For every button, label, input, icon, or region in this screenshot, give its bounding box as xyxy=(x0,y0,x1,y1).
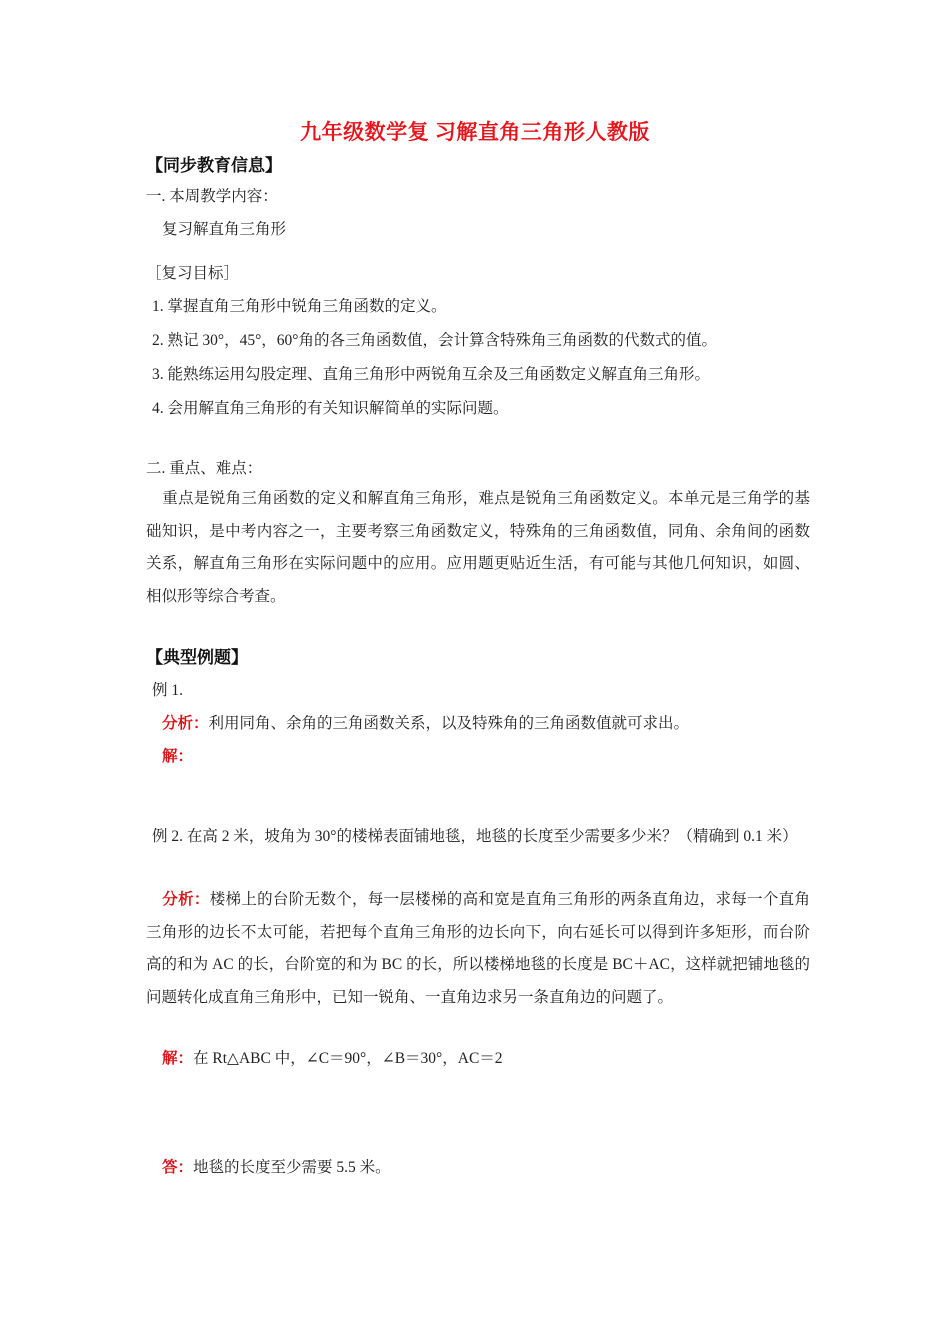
example2-question xyxy=(146,821,810,854)
example2-solution-label: 解： xyxy=(162,1050,194,1067)
example2-solution-text: 在 Rt△ABC 中，∠C＝90°，∠B＝30°，AC＝2 xyxy=(193,1050,503,1067)
example2-question-text: 例 2. 在高 2 米，坡角为 30°的楼梯表面铺地毯，地毯的长度至少需要多少米？（精确到 0.1 米） xyxy=(152,828,798,845)
part2-paragraph-text: 重点是锐角三角函数的定义和解直角三角形，难点是锐角三角函数定义。本单元是三角学的基础知识，是中考内容之一，主要考察三角函数定义，特殊角的三角函数值，同角、余角间的函数关系，解直角三角形在实际问题中的应用。应用题更贴近生活，有可能与其他几何知识，如圆、相似形等综合考查。 xyxy=(146,490,810,605)
document-title: 九年级数学复 习解直角三角形人教版 xyxy=(300,120,650,144)
example1-analysis-label: 分析： xyxy=(162,715,209,732)
section-examples-heading: 【典型例题】 xyxy=(146,648,248,667)
goal-item: 3. 能熟练运用勾股定理、直角三角形中两锐角互余及三角函数定义解直角三角形。 xyxy=(152,366,711,383)
example1-label: 例 1. xyxy=(152,682,184,699)
part1-content: 复习解直角三角形 xyxy=(162,221,287,238)
goal-item: 2. 熟记 30°，45°，60°角的各三角函数值，会计算含特殊角三角函数的代数式的值。 xyxy=(152,332,717,349)
example1-solution-label: 解： xyxy=(162,748,194,765)
part2-paragraph xyxy=(146,483,810,613)
example2-answer-text: 地毯的长度至少需要 5.5 米。 xyxy=(193,1159,391,1176)
part2-heading: 二. 重点、难点： xyxy=(146,460,263,477)
example2-analysis xyxy=(146,884,810,1014)
section-sync-heading: 【同步教育信息】 xyxy=(146,156,282,175)
example1-analysis xyxy=(162,711,689,733)
example1-analysis-text: 利用同角、余角的三角函数关系，以及特殊角的三角函数值就可求出。 xyxy=(208,715,690,732)
example2-answer-label: 答： xyxy=(162,1159,194,1176)
review-goals-heading: ［复习目标］ xyxy=(146,265,240,282)
example2-analysis-label: 分析： xyxy=(162,891,210,908)
goal-item: 1. 掌握直角三角形中锐角三角函数的定义。 xyxy=(152,298,447,315)
example2-answer xyxy=(162,1155,391,1177)
example2-solution xyxy=(162,1046,503,1068)
example2-analysis-text: 楼梯上的台阶无数个，每一层楼梯的高和宽是直角三角形的两条直角边，求每一个直角三角形的边长不太可能，若把每个直角三角形的边长向下，向右延长可以得到许多矩形，而台阶高的和为 AC 的长，台阶宽的和为 BC 的长，所以楼梯地毯的长度是 BC＋AC，这样就把铺地毯的问题转化成直角三角形中，已知一锐角、一直角边求另一条直角边的问题了。 xyxy=(146,891,810,1006)
goal-item: 4. 会用解直角三角形的有关知识解简单的实际问题。 xyxy=(152,400,509,417)
part1-heading: 一. 本周教学内容： xyxy=(146,188,278,205)
